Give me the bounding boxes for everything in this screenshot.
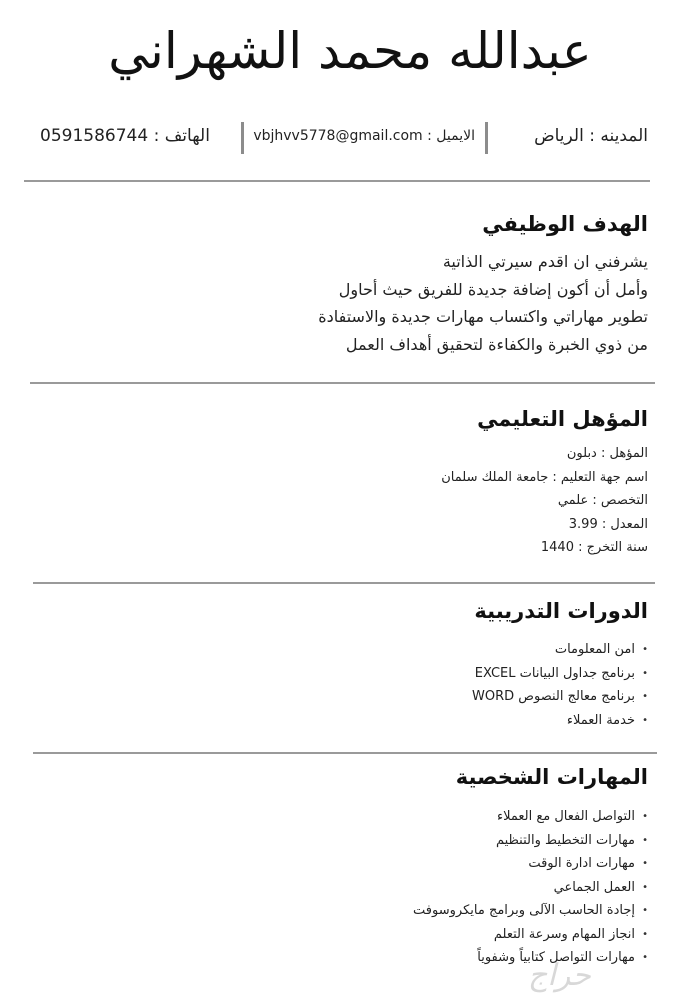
list-item: • انجاز المهام وسرعة التعلم [413, 923, 648, 947]
list-item: • خدمة العملاء [472, 709, 648, 733]
list-item: • مهارات التواصل كتابياً وشفوياً [413, 946, 648, 970]
objective-line: وأمل أن أكون إضافة جديدة للفريق حيث أحاول [338, 279, 648, 299]
list-item: • برنامج معالج النصوص WORD [472, 685, 648, 709]
courses-heading: الدورات التدريبية [474, 599, 648, 623]
education-line: اسم جهة التعليم : جامعة الملك سلمان [441, 469, 648, 485]
contact-city: المدينه : الرياض [534, 126, 648, 146]
resume-name: عبدالله محمد الشهراني [108, 22, 592, 80]
skills-list [413, 805, 648, 970]
objective-line: يشرفني ان اقدم سيرتي الذاتية [442, 252, 648, 271]
education-line: المؤهل : دبلون [566, 446, 648, 461]
list-item: • إجادة الحاسب الآلى وبرامج مايكروسوفت [413, 899, 648, 923]
contact-email: الايميل : vbjhvv5778@gmail.com [253, 128, 475, 144]
education-line: سنة التخرج : 1440 [540, 540, 648, 555]
section-divider [24, 180, 650, 182]
list-item: • التواصل الفعال مع العملاء [413, 805, 648, 829]
watermark-logo: حراج [528, 958, 591, 993]
objective-heading: الهدف الوظيفي [482, 212, 648, 236]
education-details [441, 442, 648, 560]
section-divider [30, 382, 655, 384]
list-item: • مهارات ادارة الوقت [413, 852, 648, 876]
contact-phone: الهاتف : 0591586744 [40, 126, 210, 146]
list-item: • امن المعلومات [472, 638, 648, 662]
list-item: • مهارات التخطيط والتنظيم [413, 829, 648, 853]
list-item: • برنامج جداول البيانات EXCEL [472, 662, 648, 686]
contact-divider [485, 122, 488, 154]
education-line: التخصص : علمي [557, 493, 648, 508]
contact-divider [241, 122, 244, 154]
objective-text [248, 248, 648, 358]
list-item: • العمل الجماعي [413, 876, 648, 900]
skills-heading: المهارات الشخصية [455, 765, 648, 789]
section-divider [33, 752, 657, 754]
section-divider [33, 582, 655, 584]
objective-line: تطوير مهاراتي واكتساب مهارات جديدة والاستفادة [318, 307, 648, 326]
education-line: المعدل : 3.99 [568, 516, 648, 532]
courses-list [472, 638, 648, 732]
objective-line: من ذوي الخبرة والكفاءة لتحقيق أهداف العمل [345, 334, 648, 354]
education-heading: المؤهل التعليمي [477, 407, 648, 431]
